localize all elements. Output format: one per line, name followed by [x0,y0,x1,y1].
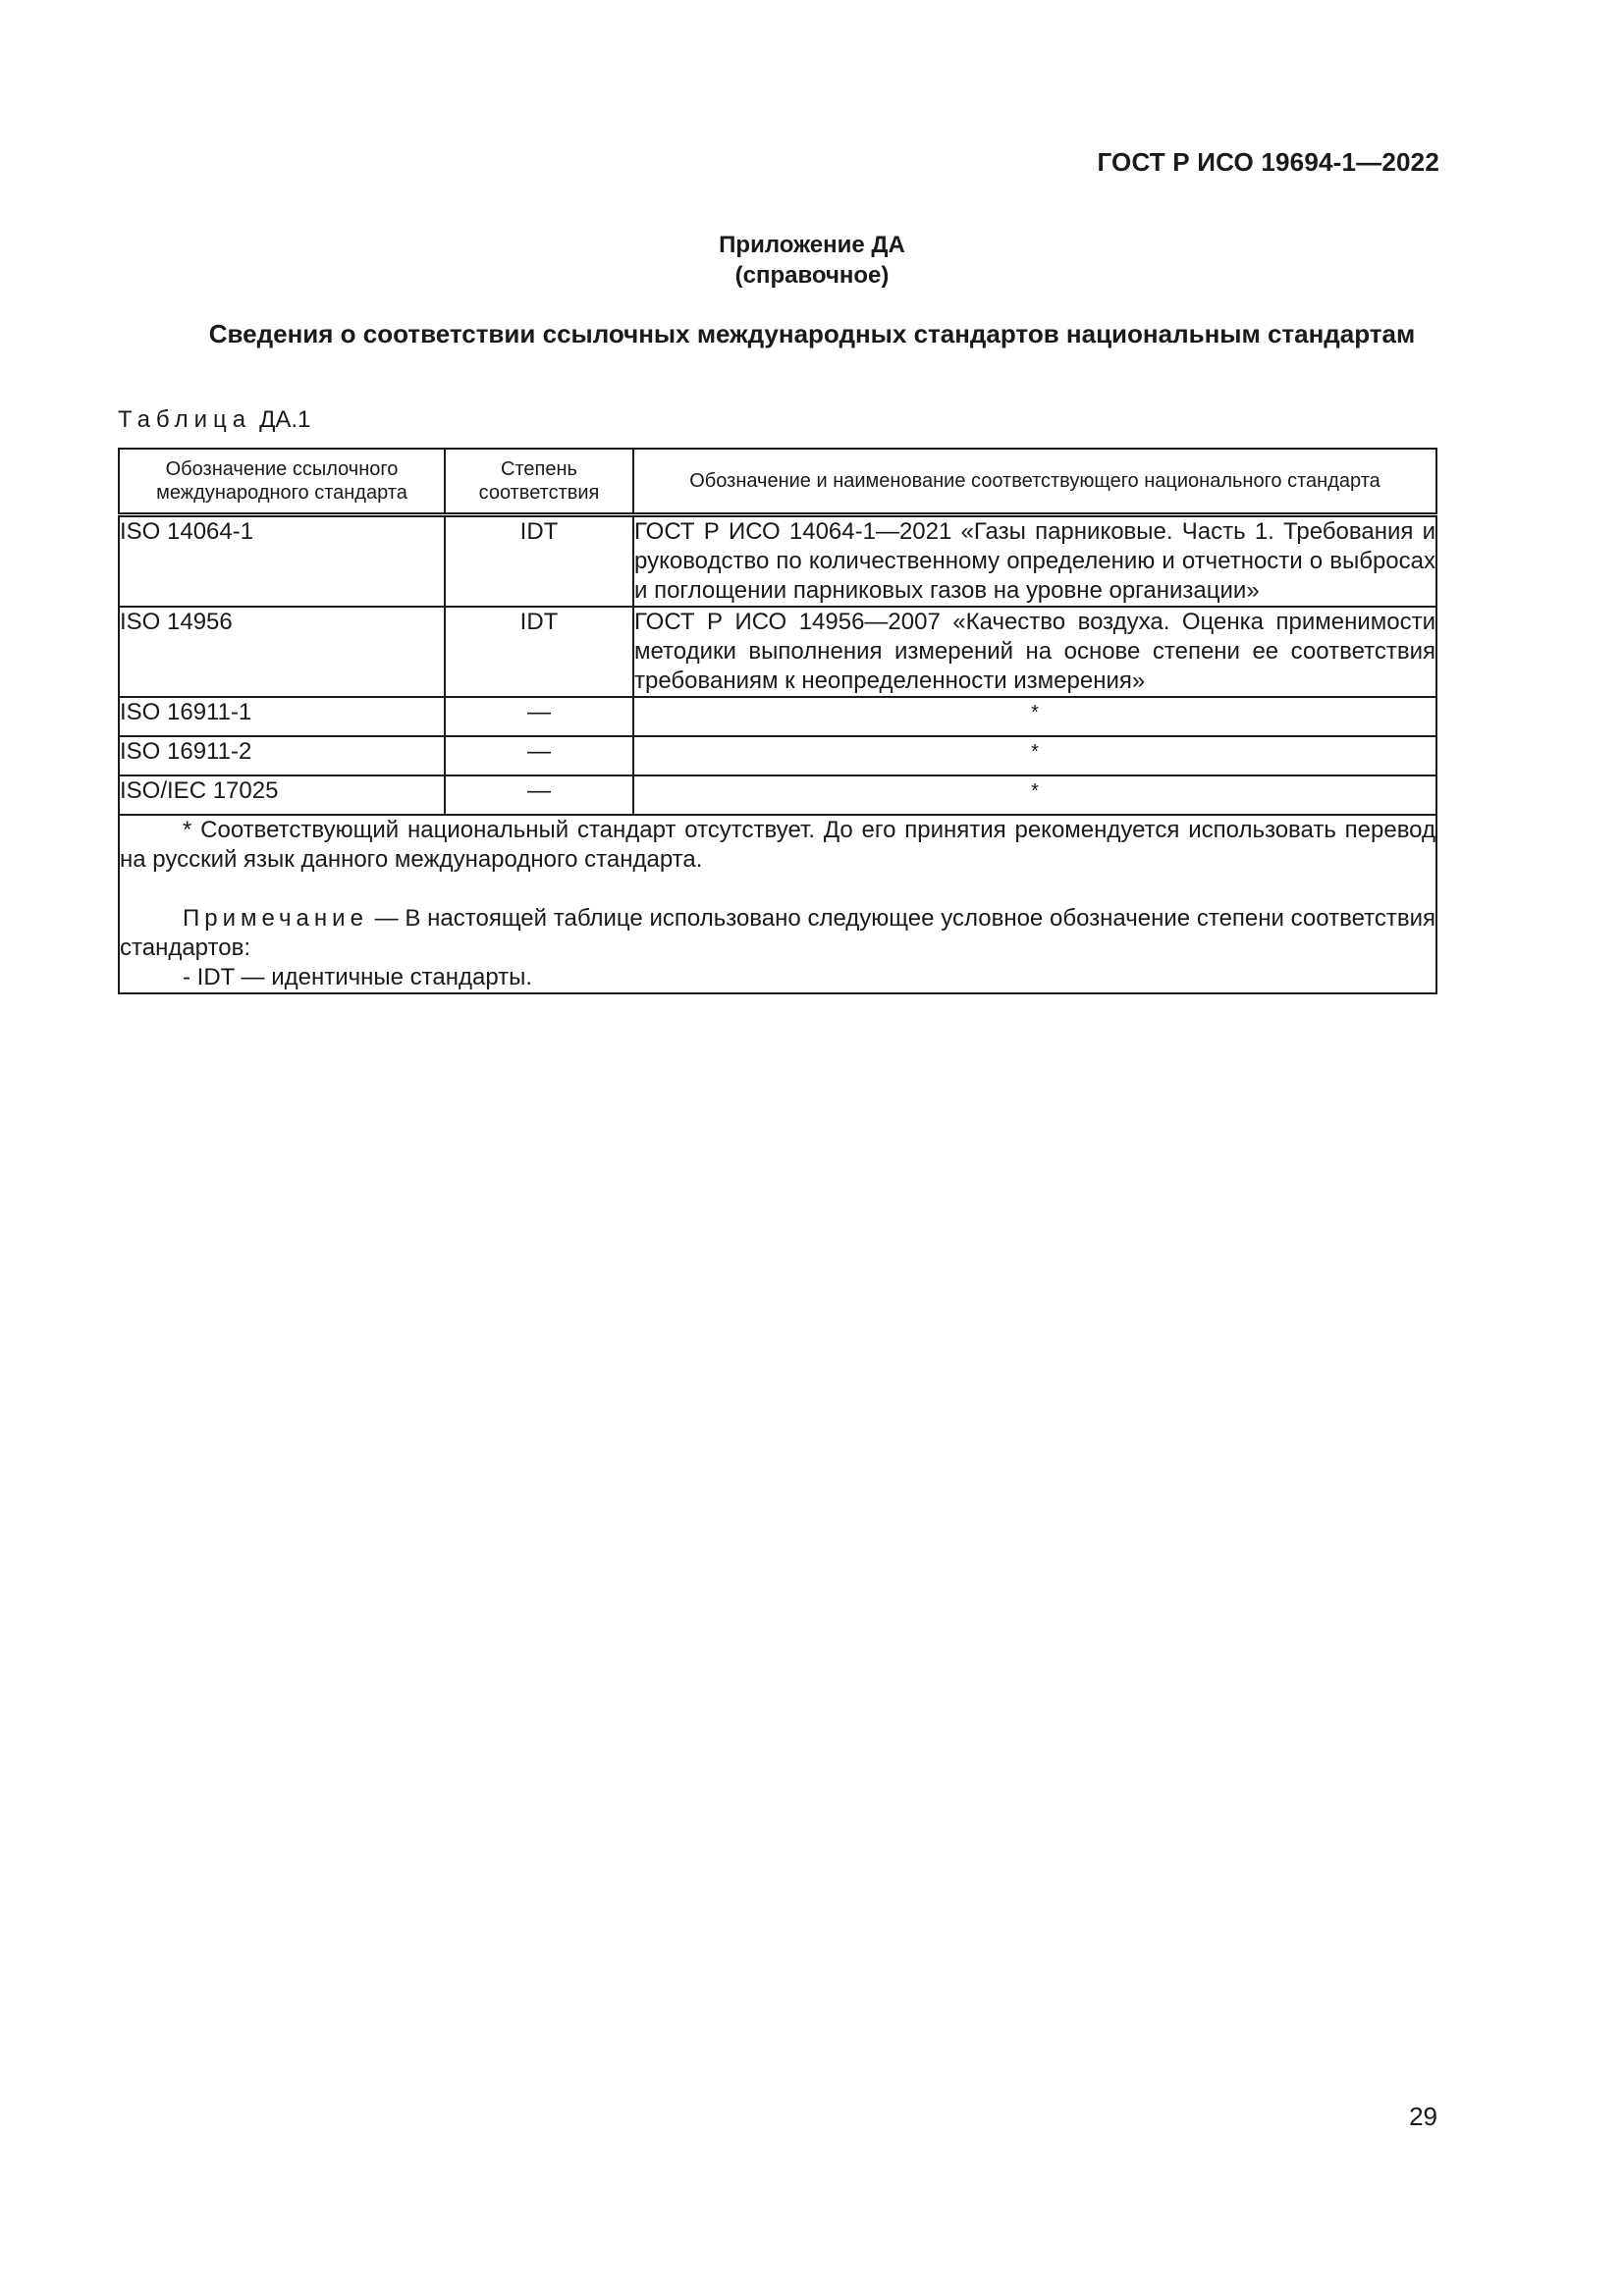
row-code: ISO 14064-1 [119,515,445,608]
row-degree: — [445,736,633,775]
header-national-standard: Обозначение и наименование соответствующего национального стандарта [633,449,1436,515]
table-row [119,607,1436,697]
row-degree: — [445,697,633,736]
section-title: Сведения о соответствии ссылочных международных стандартов национальным стандартам [208,319,1416,348]
header-international-standard: Обозначение ссылочного международного стандарта [119,449,445,515]
row-code: ISO/IEC 17025 [119,775,445,815]
table-note [120,904,1435,963]
row-national: * [633,736,1436,775]
note-label: Примечание [183,905,368,932]
table-footnote: * Соответствующий национальный стандарт отсутствует. До его принятия рекомендуется использовать перевод на русский язык данного международного стандарта. [120,817,1435,873]
standards-table [118,448,1437,994]
header-degree: Степень соответствия [445,449,633,515]
row-national: ГОСТ Р ИСО 14064-1—2021 «Газы парниковые. Часть 1. Требования и руководство по количественному определению и отчетности о выбросах и поглощении парниковых газов на уровне организации» [633,515,1436,608]
row-national: * [633,775,1436,815]
row-degree: IDT [445,607,633,697]
row-degree: IDT [445,515,633,608]
document-code: ГОСТ Р ИСО 19694-1—2022 [1097,147,1439,177]
note-item: - IDT — идентичные стандарты. [183,964,533,990]
table-caption-word: Таблица [118,406,252,433]
table-caption-number: ДА.1 [259,406,311,433]
table-header-row [119,449,1436,515]
table-row [119,736,1436,775]
annex-title: Приложение ДА [719,232,905,258]
row-code: ISO 14956 [119,607,445,697]
row-degree: — [445,775,633,815]
table-row [119,697,1436,736]
table-notes-row [119,815,1436,993]
table-row [119,515,1436,608]
annex-subtitle: (справочное) [734,262,890,289]
table-row [119,775,1436,815]
note-text: — В настоящей таблице использовано следующее условное обозначение степени соответствия стандартов: [120,905,1435,961]
row-national: * [633,697,1436,736]
table-notes [119,815,1436,993]
table-caption [118,406,310,434]
annex-heading [0,230,1624,291]
row-national: ГОСТ Р ИСО 14956—2007 «Качество воздуха. Оценка применимости методики выполнения измерений на основе степени ее соответствия требованиям к неопределенности измерения» [633,607,1436,697]
page-number: 29 [1409,2102,1437,2131]
row-code: ISO 16911-1 [119,697,445,736]
row-code: ISO 16911-2 [119,736,445,775]
